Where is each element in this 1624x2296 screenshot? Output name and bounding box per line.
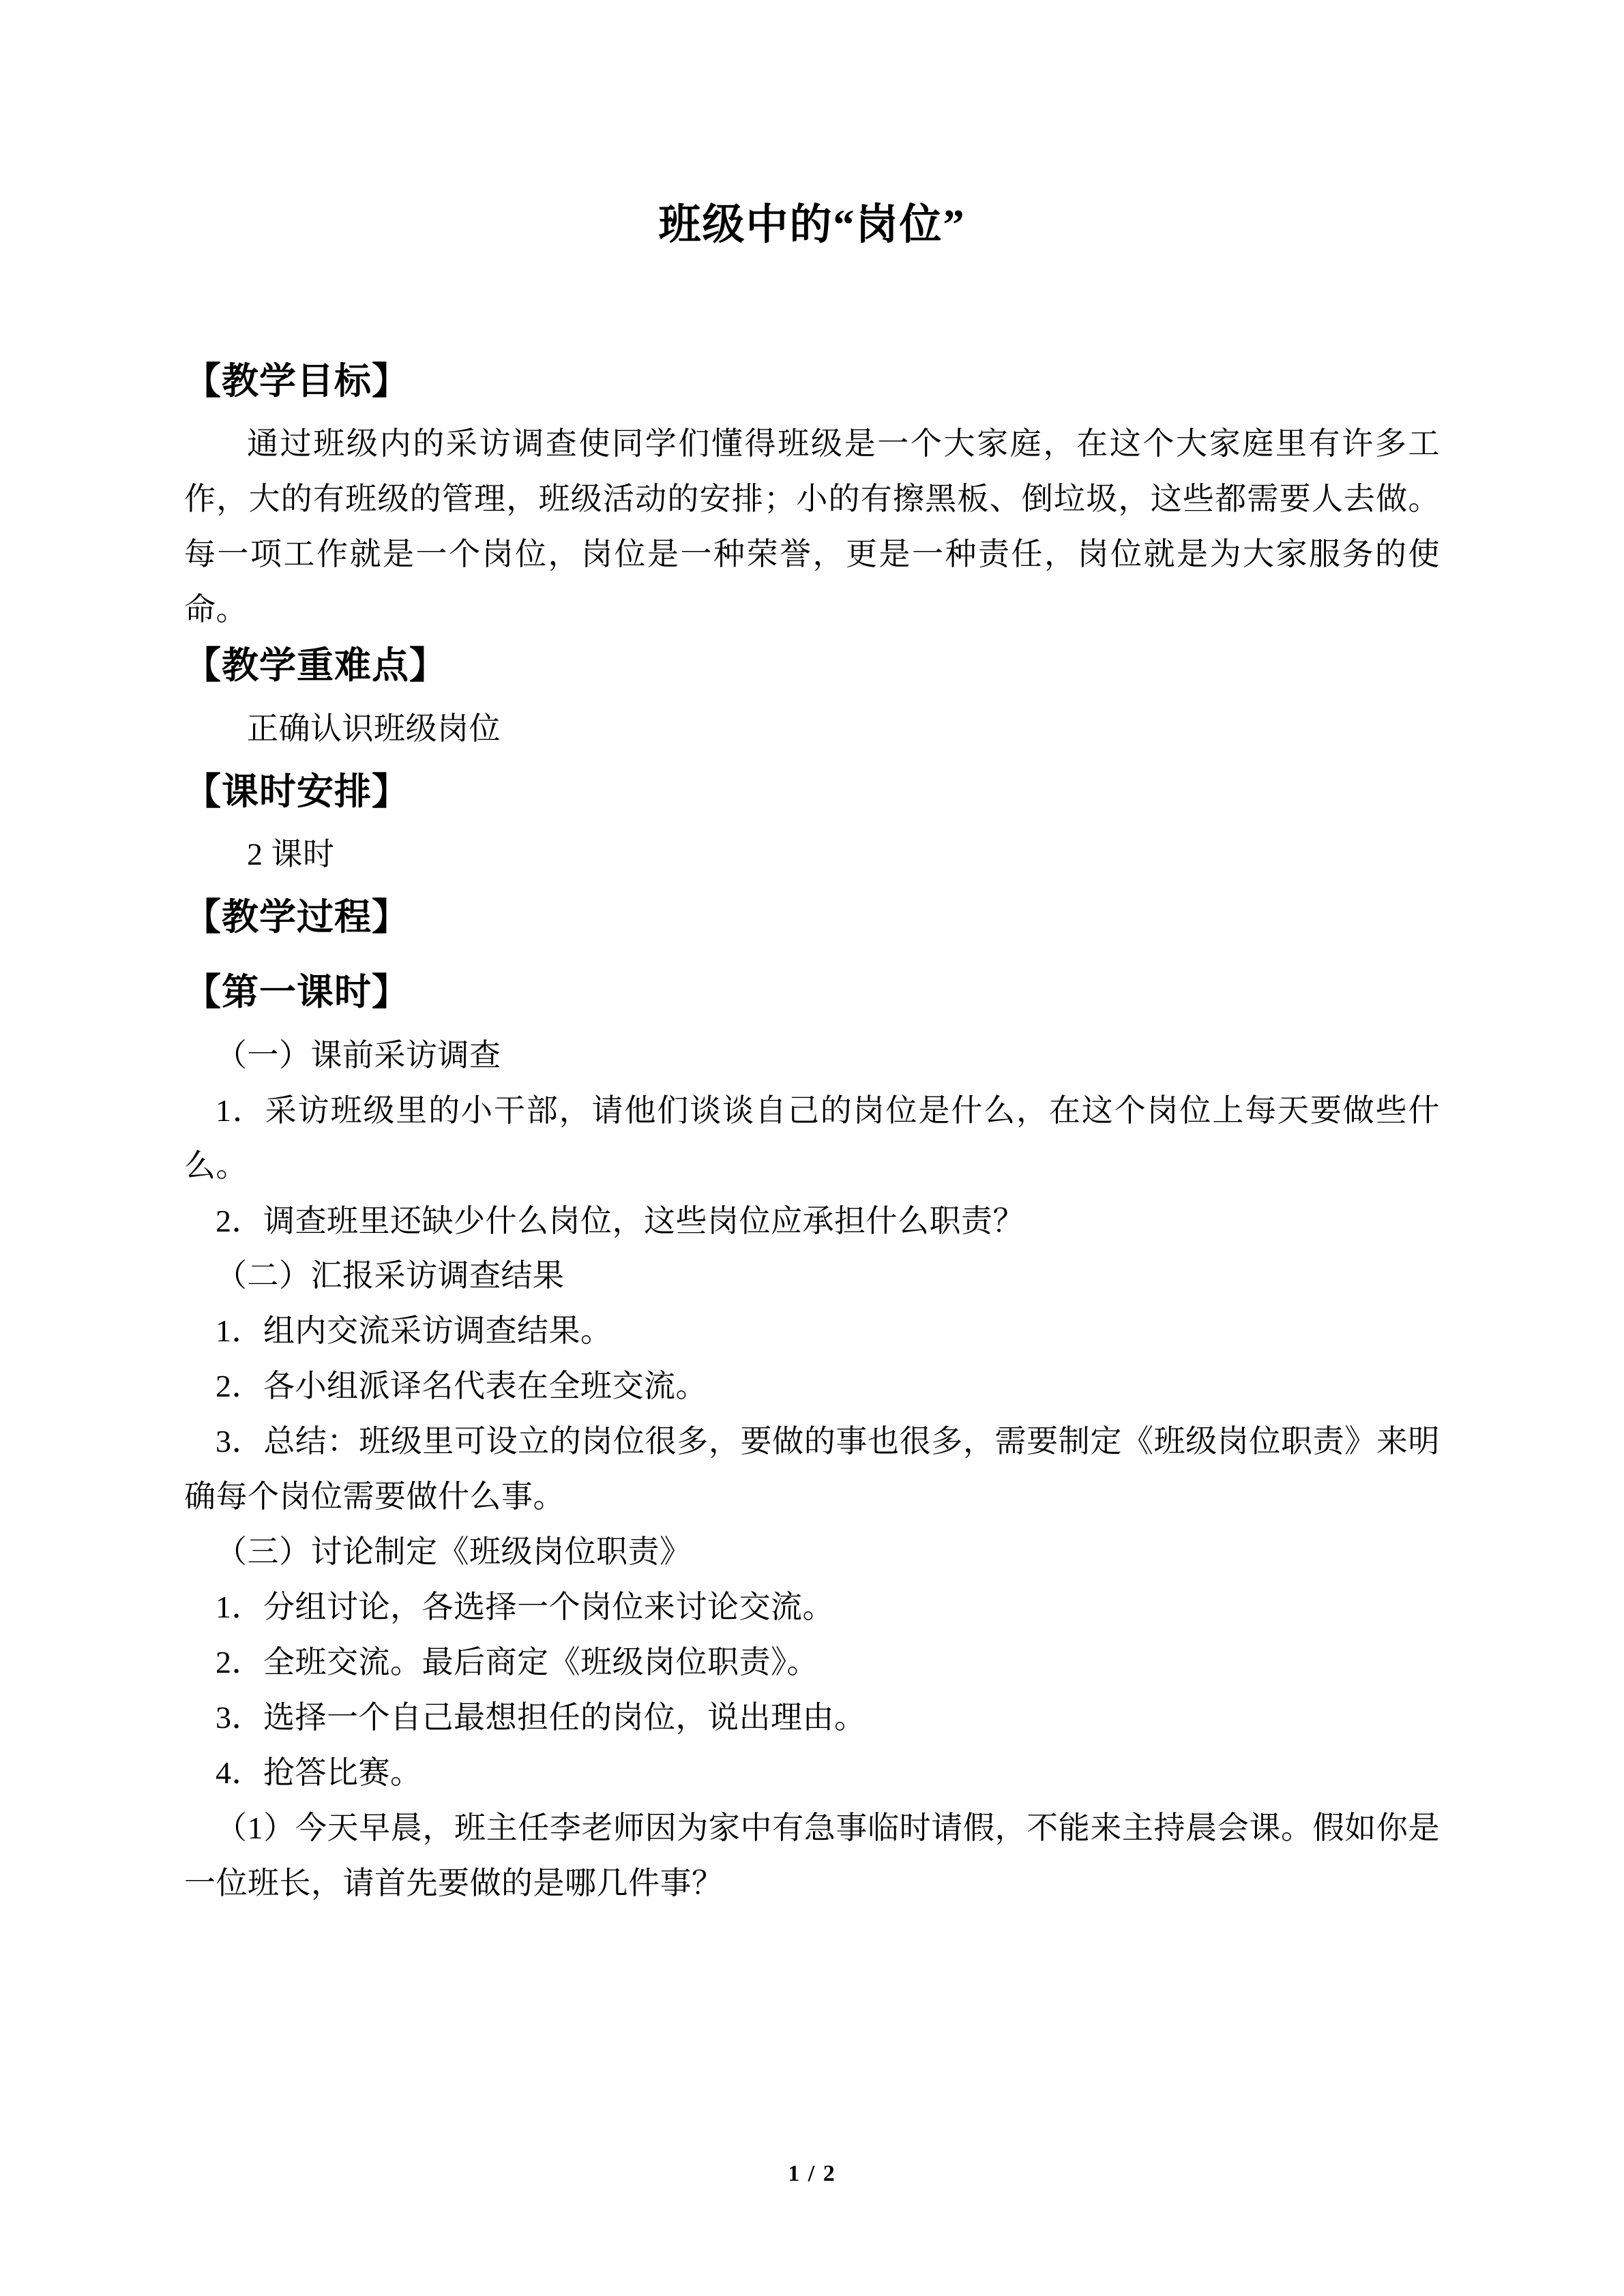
part-three-item-1: 1．分组讨论，各选择一个岗位来讨论交流。 bbox=[216, 1590, 834, 1625]
page-title: 班级中的“岗位” bbox=[658, 202, 966, 248]
section-heading-teaching-objectives: 【教学目标】 bbox=[184, 360, 409, 402]
section-heading-class-schedule: 【课时安排】 bbox=[184, 771, 409, 812]
part-two-item-1: 1．组内交流采访调查结果。 bbox=[216, 1313, 612, 1349]
spacer bbox=[184, 946, 1440, 964]
spacer bbox=[184, 410, 1440, 417]
spacer-after-title bbox=[184, 252, 1440, 353]
section-heading-lesson-one: 【第一课时】 bbox=[184, 971, 409, 1013]
spacer bbox=[184, 820, 1440, 827]
part-one-item-2: 2．调查班里还缺少什么岗位，这些岗位应承担什么职责？ bbox=[216, 1203, 1024, 1238]
part-one-label: （一）课前采访调查 bbox=[216, 1037, 501, 1073]
part-three-item-4: 4．抢答比赛。 bbox=[216, 1755, 422, 1791]
teaching-objectives-paragraph: 通过班级内的采访调查使同学们懂得班级是一个大家庭，在这个大家庭里有许多工作，大的有班级的管理，班级活动的安排；小的有擦黑板、倒垃圾，这些都需要人去做。每一项工作就是一个岗位，岗位是一种荣誉，更是一种责任，岗位就是为大家服务的使命。 bbox=[184, 426, 1440, 627]
part-three-label: （三）讨论制定《班级岗位职责》 bbox=[216, 1534, 692, 1570]
part-two-item-3: 3．总结：班级里可设立的岗位很多，要做的事也很多，需要制定《班级岗位职责》来明确每个岗位需要做什么事。 bbox=[184, 1424, 1440, 1515]
part-three-item-2: 2．全班交流。最后商定《班级岗位职责》。 bbox=[216, 1645, 818, 1680]
spacer bbox=[184, 695, 1440, 702]
part-two-item-2: 2．各小组派译名代表在全班交流。 bbox=[216, 1369, 707, 1404]
spacer bbox=[184, 882, 1440, 889]
spacer bbox=[184, 1022, 1440, 1028]
part-three-item-3: 3．选择一个自己最想担任的岗位，说出理由。 bbox=[216, 1700, 866, 1735]
part-two-label: （二）汇报采访调查结果 bbox=[216, 1258, 565, 1294]
page-number-footer: 1 / 2 bbox=[788, 2161, 836, 2186]
part-three-sub-item-1: （1）今天早晨，班主任李老师因为家中有急事临时请假，不能来主持晨会课。假如你是一位班长，请首先要做的是哪几件事？ bbox=[184, 1810, 1440, 1900]
section-heading-teaching-process: 【教学过程】 bbox=[184, 897, 409, 938]
key-points-paragraph: 正确认识班级岗位 bbox=[247, 711, 501, 746]
spacer bbox=[184, 757, 1440, 764]
part-one-item-1: 1．采访班级里的小干部，请他们谈谈自己的岗位是什么，在这个岗位上每天要做些什么。 bbox=[184, 1092, 1440, 1183]
class-schedule-paragraph: 2 课时 bbox=[247, 837, 335, 872]
section-heading-key-points: 【教学重难点】 bbox=[184, 645, 447, 686]
